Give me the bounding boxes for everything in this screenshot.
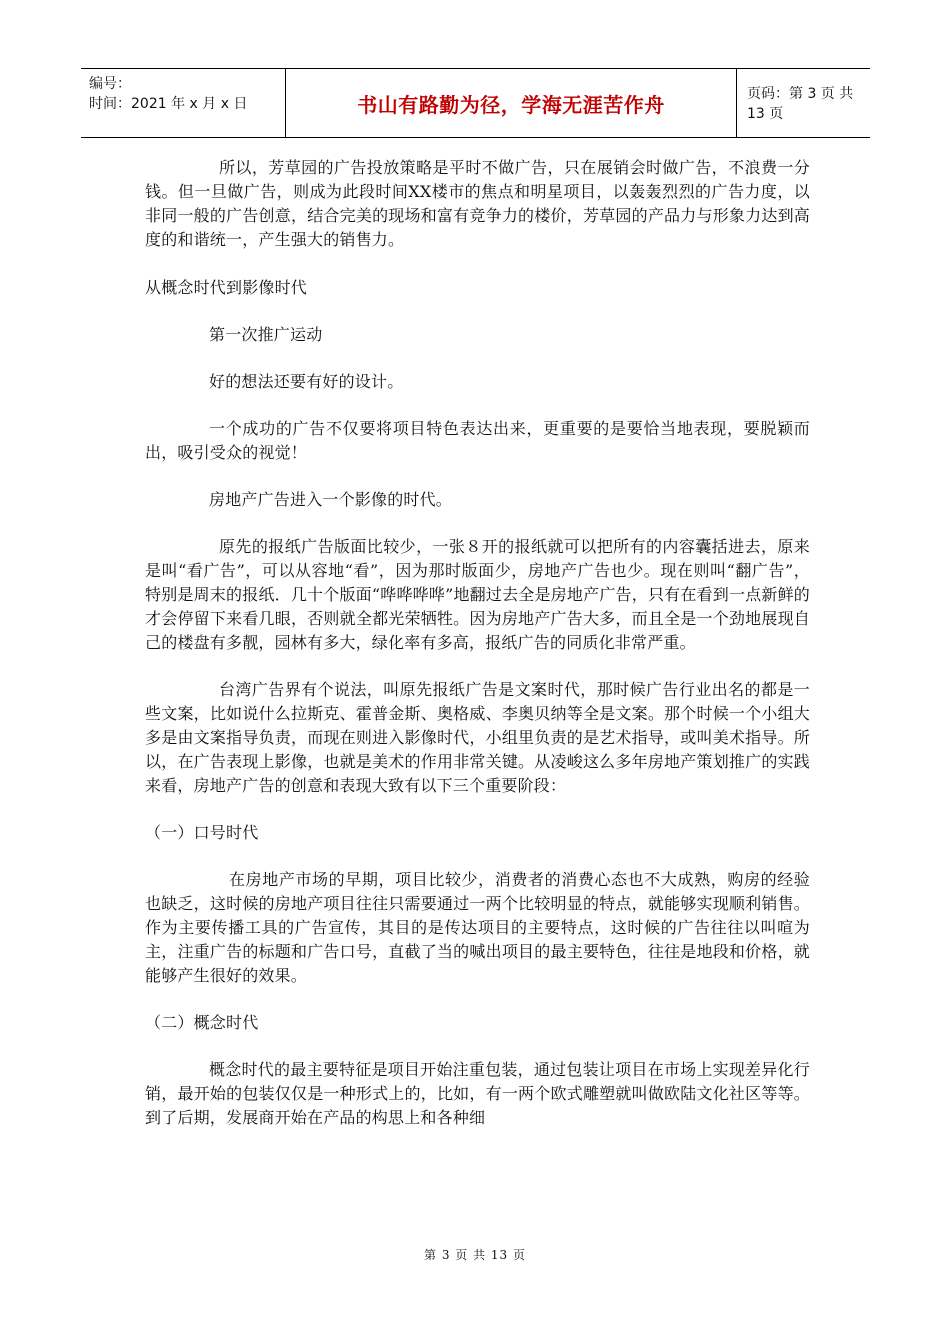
section-heading: （一）口号时代 (145, 823, 259, 842)
header-motto: 书山有路勤为径，学海无涯苦作舟 (357, 92, 665, 117)
section-heading: 从概念时代到影像时代 (145, 278, 308, 297)
header-page-label: 页码：第 3 页 共 13 页 (747, 86, 854, 122)
paragraph: 一个成功的广告不仅要将项目特色表达出来，更重要的是要恰当地表现，要脱颖而出，吸引受众的视觉！ (145, 419, 810, 462)
page-footer: 第 3 页 共 13 页 (424, 1248, 526, 1262)
paragraph: 概念时代的最主要特征是项目开始注重包装，通过包装让项目在市场上实现差异化行销，最开始的包装仅仅是一种形式上的，比如，有一两个欧式雕塑就叫做欧陆文化社区等等。到了后期，发展商开始在产品的构思上和各种细 (145, 1060, 810, 1127)
document-body (145, 156, 810, 1130)
paragraph: 房地产广告进入一个影像的时代。 (209, 490, 453, 509)
paragraph: 在房地产市场的早期，项目比较少，消费者的消费心态也不大成熟，购房的经验也缺乏，这时候的房地产项目往往只需要通过一两个比较明显的特点，就能够实现顺利销售。作为主要传播工具的广告宣传，其目的是传达项目的主要特点，这时候的广告往往以叫喧为主，注重广告的标题和广告口号，直截了当的喊出项目的最主要特色，往往是地段和价格，就能够产生很好的效果。 (145, 870, 810, 985)
header-page-cell (737, 69, 870, 137)
paragraph: 原先的报纸广告版面比较少，一张８开的报纸就可以把所有的内容囊括进去，原来是叫“看广告”，可以从容地“看”，因为那时版面少，房地产广告也少。现在则叫“翻广告”，特别是周末的报纸．几十个版面“哗哗哗哗”地翻过去全是房地产广告，只有在看到一点新鲜的才会停留下来看几眼，否则就全都光荣牺牲。因为房地产广告大多，而且全是一个劲地展现自己的楼盘有多靓，园林有多大，绿化率有多高，报纸广告的同质化非常严重。 (145, 537, 810, 652)
paragraph: 所以，芳草园的广告投放策略是平时不做广告，只在展销会时做广告，不浪费一分钱。但一旦做广告，则成为此段时间XX楼市的焦点和明星项目，以轰轰烈烈的广告力度，以非同一般的广告创意，结合完美的现场和富有竞争力的楼价，芳草园的产品力与形象力达到高度的和谐统一，产生强大的销售力。 (145, 158, 810, 249)
document-time-label: 时间：2021 年 x 月 x 日 (89, 96, 248, 112)
document-header (81, 68, 870, 138)
paragraph: 好的想法还要有好的设计。 (209, 372, 404, 391)
document-number-label: 编号： (89, 76, 131, 92)
subsection-heading: 第一次推广运动 (209, 325, 323, 344)
header-meta (81, 69, 285, 137)
header-motto-cell (285, 69, 737, 137)
section-heading: （二）概念时代 (145, 1013, 259, 1032)
paragraph: 台湾广告界有个说法，叫原先报纸广告是文案时代，那时候广告行业出名的都是一些文案，比如说什么拉斯克、霍普金斯、奥格威、李奥贝纳等全是文案。那个时候一个小组大多是由文案指导负责，而现在则进入影像时代，小组里负责的是艺术指导，或叫美术指导。所以，在广告表现上影像，也就是美术的作用非常关键。从凌峻这么多年房地产策划推广的实践来看，房地产广告的创意和表现大致有以下三个重要阶段： (145, 680, 810, 795)
